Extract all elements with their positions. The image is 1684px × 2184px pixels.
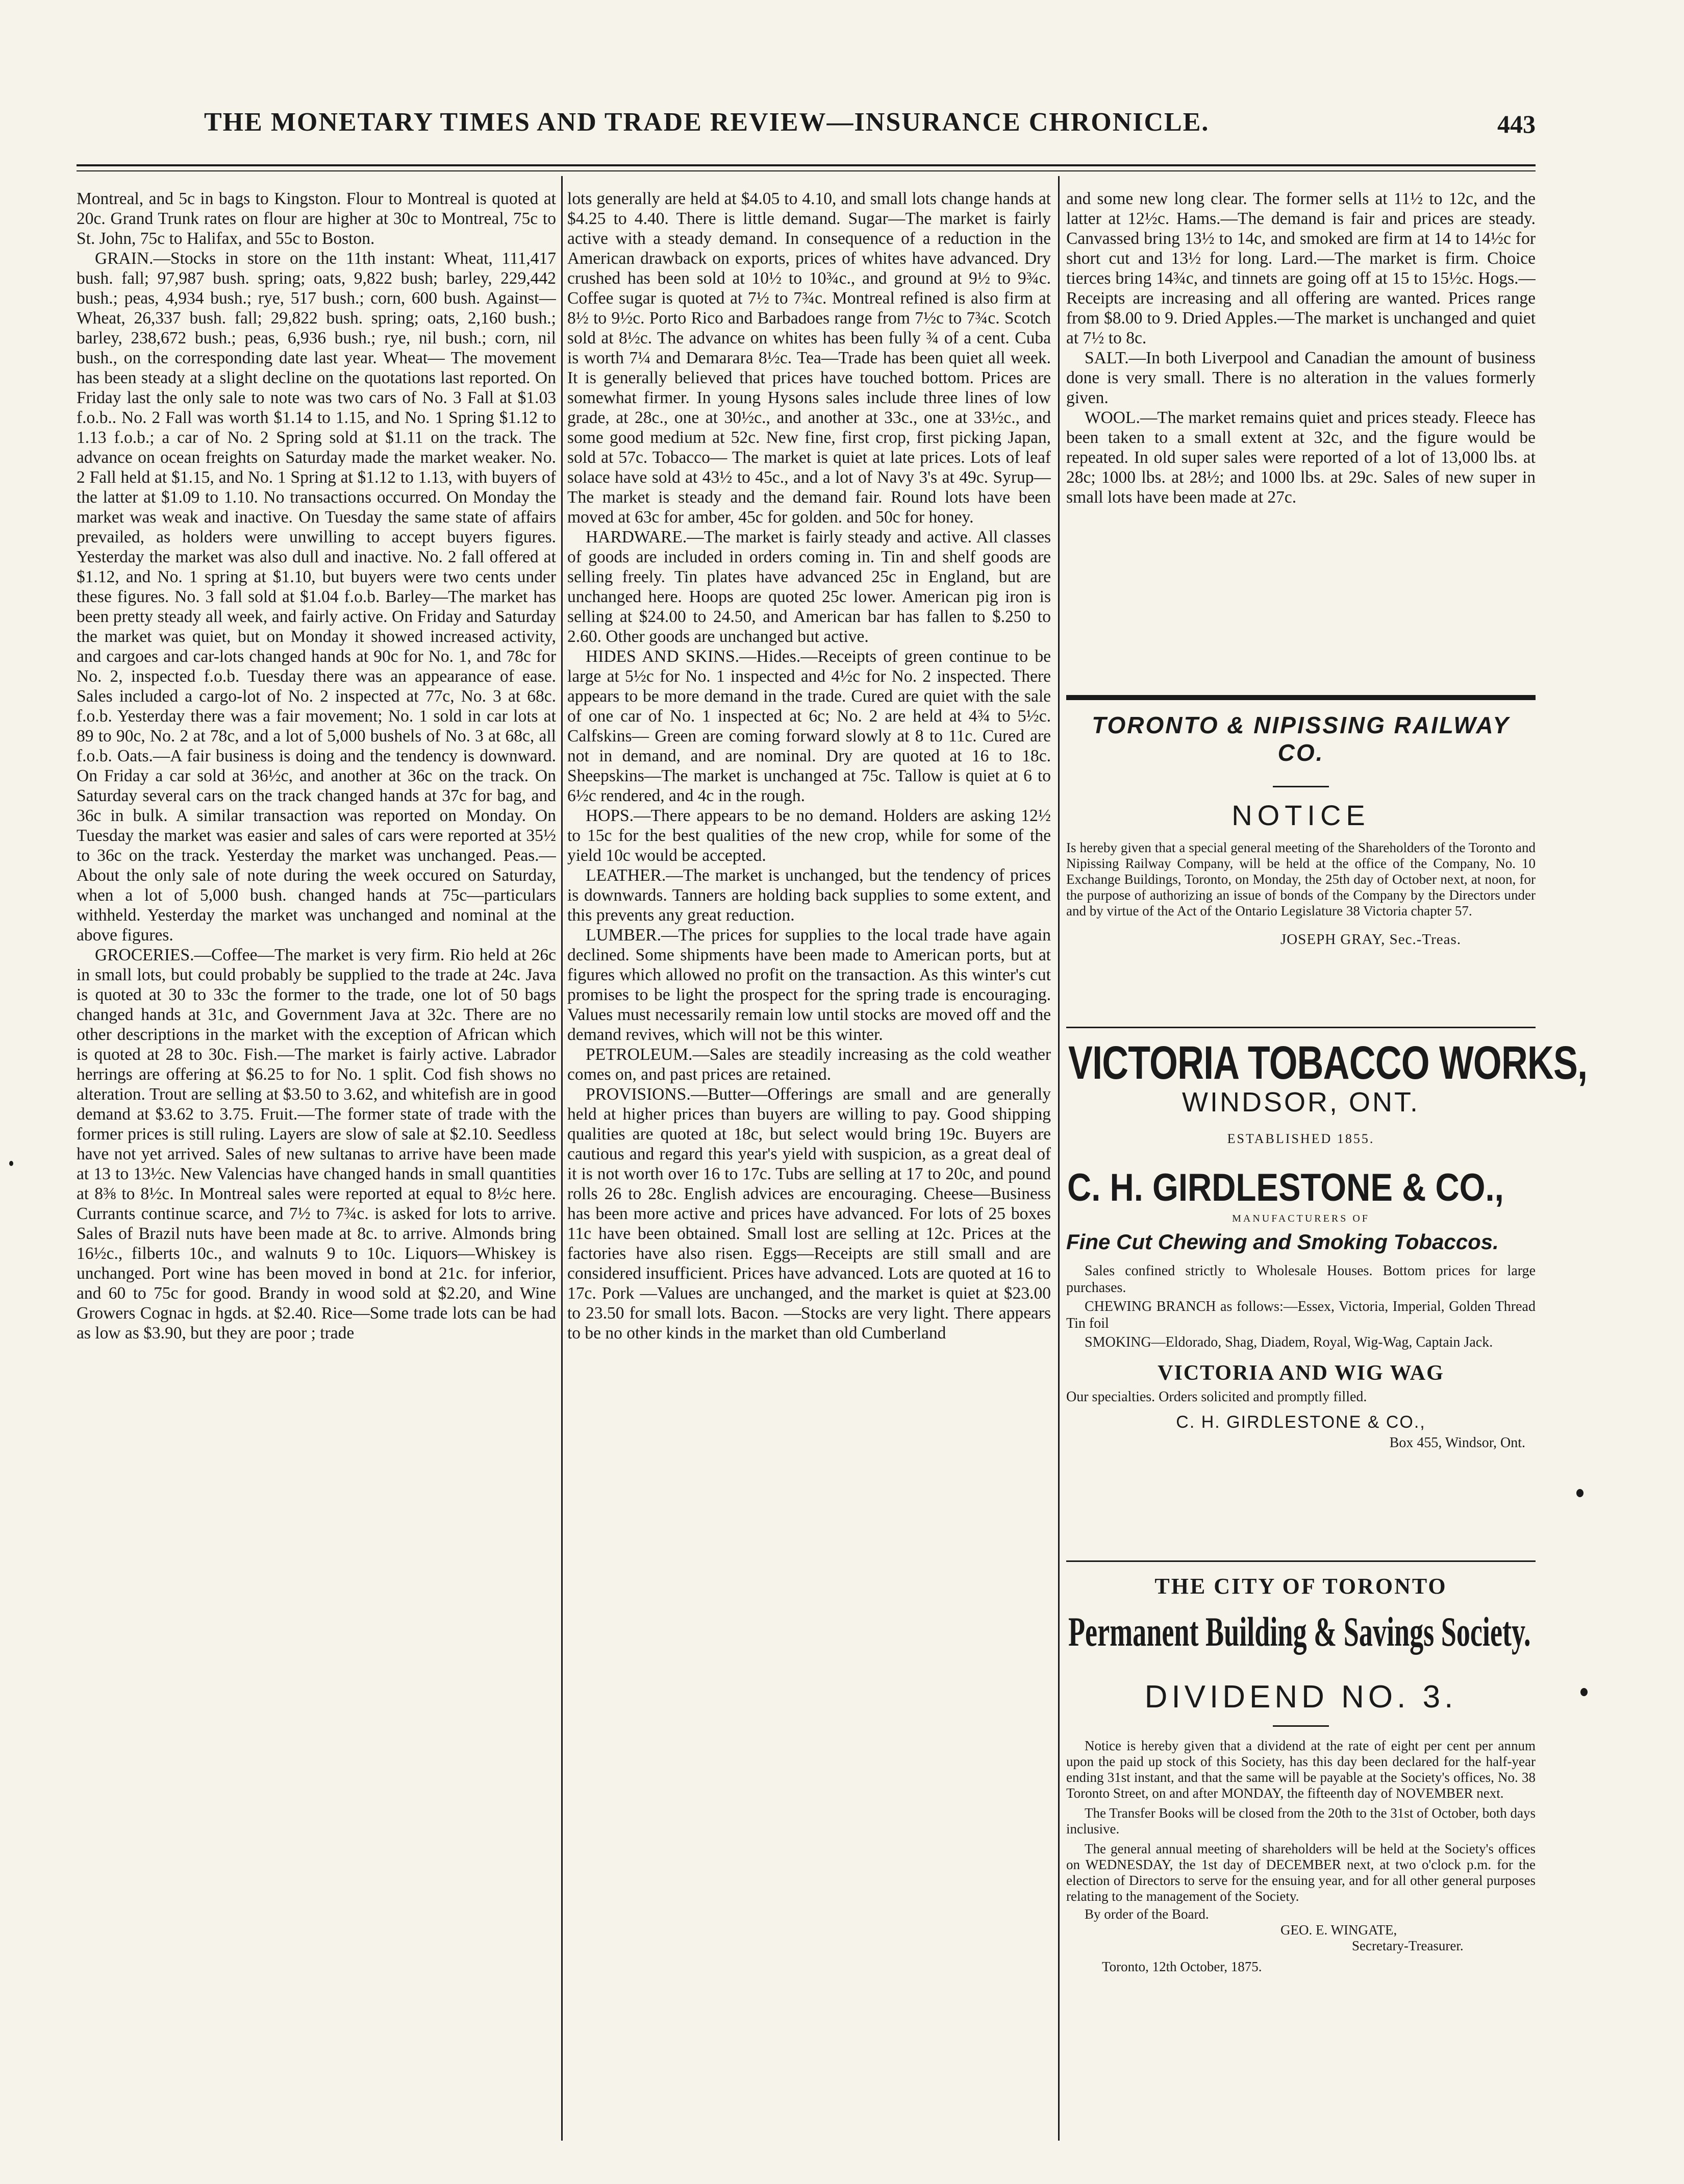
paragraph: LEATHER.—The market is unchanged, but the tendency of prices is downwards. Tanners are holding back supplies to some extent, and this prevents any great reduction. — [567, 866, 1051, 925]
tobacco-specialty: VICTORIA AND WIG WAG — [1158, 1361, 1444, 1385]
column-divider-2 — [1058, 176, 1060, 2141]
tobacco-line-3: SMOKING—Eldorado, Shag, Diadem, Royal, Wig-Wag, Captain Jack. — [1085, 1334, 1493, 1350]
column-divider-1 — [561, 176, 563, 2141]
paragraph: HARDWARE.—The market is fairly steady and active. All classes of goods are included in orders coming in. Tin and shelf goods are selling freely. Tin plates have advanced 25c in England, but are unchanged here. Hoops are quoted 25c lower. American pig iron is selling at $24.00 to 24.50, and American bar has fallen to $.250 to 2.60. Other goods are unchanged but active. — [567, 528, 1051, 646]
tobacco-ad — [1066, 1027, 1588, 1451]
society-city: THE CITY OF TORONTO — [1154, 1574, 1447, 1599]
girdlestone-company: C. H. GIRDLESTONE & CO., — [1067, 1166, 1504, 1209]
society-para-3: The general annual meeting of shareholders will be held at the Society's offices on WEDNESDAY, the 1st day of DECEMBER next, at two o'clock p.m. for the election of Directors to serve for the ensuing year, and for all other general purposes relating to the management of the Society. — [1066, 1841, 1536, 1904]
railway-notice-ad — [1066, 695, 1536, 948]
column-2 — [567, 189, 1051, 2138]
paragraph: lots generally are held at $4.05 to 4.10, and small lots change hands at $4.25 to 4.40. There is little demand. Sugar—The market is fairly active with a steady demand. In consequence of a reduction in the American drawback on exports, prices of whites have advanced. Dry crushed has been sold at 10½ to 10¾c., and ground at 9½ to 9¾c. Coffee sugar is quoted at 7½ to 7¾c. Montreal refined is also firm at 8½ to 9½c. Porto Rico and Barbadoes range from 7½c to 7¾c. Scotch sold at 8½c. The advance on whites has been fully ¾ of a cent. Cuba is worth 7¼ and Demarara 8½c. Tea—Trade has been quiet all week. It is generally believed that prices have touched bottom. Prices are somewhat firmer. In young Hysons sales include three lines of low grade, at 28c., one at 30½c., and another at 33c., one at 33½c., and some good medium at 52c. New fine, first crop, first picking Japan, sold at 57c. Tobacco— The market is quiet at late prices. Lots of leaf solace have sold at 43½ to 45c., and a lot of Navy 3's at 49c. Syrup—The market is steady and the demand fair. Round lots have been moved at 63c for amber, 45c for golden. and 50c for honey. — [567, 189, 1051, 527]
paragraph: PROVISIONS.—Butter—Offerings are small and are generally held at higher prices than buyers are willing to pay. Good shipping qualities are quoted at 18c, but select would bring 19c. Buyers are cautious and regard this year's yield with suspicion, as a great deal of it is not worth over 16 to 17c. Tubs are selling at 17 to 20c, and pound rolls 26 to 28c. English advices are encouraging. Cheese—Business has been more active and prices have advanced. For lots of 25 boxes 11c have been obtained. Small lost are selling at 12c. Prices at the factories have also risen. Eggs—Receipts are still small and are considered insufficient. Prices have advanced. Lots are quoted at 16 to 17c. Pork —Values are unchanged, and the market is quiet at $23.00 to 23.50 for small lots. Bacon. —Stocks are very light. There appears to be no other kinds in the market than old Cumberland — [567, 1085, 1051, 1343]
paragraph: Montreal, and 5c in bags to Kingston. Flour to Montreal is quoted at 20c. Grand Trunk rates on flour are higher at 30c to Montreal, 75c to St. John, 75c to Halifax, and 55c to Boston. — [77, 189, 556, 248]
header-rule-2 — [77, 170, 1536, 171]
tobacco-works-title: VICTORIA TOBACCO WORKS, — [1068, 1037, 1588, 1089]
railway-signature: JOSEPH GRAY, Sec.-Treas. — [1280, 931, 1462, 948]
page-number: 443 — [1497, 110, 1536, 138]
column-3-text — [1066, 189, 1536, 704]
tobacco-line-1: Sales confined strictly to Wholesale Houses. Bottom prices for large purchases. — [1066, 1263, 1536, 1296]
ad-short-rule — [1273, 786, 1329, 787]
paragraph: LUMBER.—The prices for supplies to the local trade have again declined. Some shipments have been made to American ports, but at figures which allowed no profit on the transaction. As this winter's cut promises to be light the prospect for the spring trade is encouraging. Values must necessarily remain low until stocks are moved off and the demand revives, which will not be this winter. — [567, 926, 1051, 1044]
ad-rule — [1066, 1560, 1536, 1562]
paragraph: HOPS.—There appears to be no demand. Holders are asking 12½ to 15c for the best qualities of the new crop, while for some of the yield 10c would be accepted. — [567, 806, 1051, 865]
society-board: By order of the Board. — [1085, 1906, 1209, 1922]
tobacco-specialty-note: Our specialties. Orders solicited and promptly filled. — [1066, 1389, 1367, 1405]
notice-heading: NOTICE — [1231, 799, 1370, 831]
paragraph: PETROLEUM.—Sales are steadily increasing as the cold weather comes on, and past prices are retained. — [567, 1045, 1051, 1084]
ad-short-rule — [1273, 1725, 1329, 1727]
page-title: THE MONETARY TIMES AND TRADE REVIEW—INSURANCE CHRONICLE. — [204, 108, 1210, 137]
society-name: Permanent Building & Savings Society. — [1068, 1608, 1531, 1655]
manufacturers-label: MANUFACTURERS OF — [1232, 1213, 1370, 1224]
paragraph: HIDES AND SKINS.—Hides.—Receipts of green continue to be large at 5½c for No. 1 inspected and 4½c for No. 2 inspected. There appears to be more demand in the trade. Cured are quiet with the sale of one car of No. 1 inspected at 6c; No. 2 are held at 4¾ to 5½c. Calfskins— Green are coming forward slowly at 8 to 11c. Cured are not in demand, and are nominal. Dry are quoted at 16 to 18c. Sheepskins—The market is unchanged at 75c. Tallow is quiet at 6 to 6½c rendered, and 4c in the rough. — [567, 647, 1051, 805]
society-signer: GEO. E. WINGATE, — [1280, 1922, 1397, 1938]
tobacco-established: ESTABLISHED 1855. — [1227, 1131, 1375, 1146]
column-1 — [77, 189, 556, 2138]
ad-rule — [1066, 695, 1536, 700]
railway-notice-body: Is hereby given that a special general meeting of the Shareholders of the Toronto and Nipissing Railway Company, will be held at the office of the Company, No. 10 Exchange Buildings, Toronto, on Monday, the 25th day of October next, at noon, for the purpose of authorizing an issue of bonds of the Company by the Directors under and by virtue of the Act of the Ontario Legislature 38 Victoria chapter 57. — [1066, 840, 1536, 919]
tobacco-line-2: CHEWING BRANCH as follows:—Essex, Victoria, Imperial, Golden Thread Tin foil — [1066, 1299, 1536, 1331]
header-rule-1 — [77, 164, 1536, 166]
ink-speck — [1576, 1489, 1584, 1497]
ad-rule — [1066, 1027, 1536, 1028]
tobacco-location: WINDSOR, ONT. — [1182, 1087, 1420, 1118]
ink-speck — [1580, 1688, 1588, 1696]
dividend-heading: DIVIDEND NO. 3. — [1144, 1679, 1457, 1715]
paragraph: GRAIN.—Stocks in store on the 11th instant: Wheat, 111,417 bush. fall; 97,987 bush. spring; oats, 9,822 bush; barley, 229,442 bush.; peas, 4,934 bush.; rye, 517 bush.; corn, 600 bush. Against—Wheat, 26,337 bush. fall; 29,822 bush. spring; oats, 2,160 bush.; barley, 238,672 bush.; peas, 6,936 bush.; rye, nil bush.; corn, nil bush., on the corresponding date last year. Wheat— The movement has been steady at a slight decline on the quotations last reported. On Friday last the only sale to note was two cars of No. 3 Fall at $1.03 f.o.b.. No. 2 Fall was worth $1.14 to 1.15, and No. 1 Spring $1.12 to 1.13 f.o.b.; a car of No. 2 Spring sold at $1.11 on the track. The advance on ocean freights on Saturday made the market weaker. No. 2 Fall held at $1.15, and No. 1 Spring at $1.12 to 1.13, with buyers of the latter at $1.09 to 1.10. No transactions occurred. On Monday the market was weak and inactive. On Tuesday the same state of affairs prevailed, as holders were unwilling to accept buyers figures. Yesterday the market was also dull and inactive. No. 2 fall offered at $1.12, and No. 1 spring at $1.10, but buyers were two cents under these figures. No. 3 fall sold at $1.04 f.o.b. Barley—The market has been pretty steady all week, and fairly active. On Friday and Saturday the market was quiet, but on Monday it showed increased activity, and cargoes and car-lots changed hands at 90c for No. 1, and 78c for No. 2, inspected f.o.b. Tuesday there was an appearance of ease. Sales included a cargo-lot of No. 2 inspected at 77c, No. 3 at 68c. f.o.b. Yesterday there was a fair movement; No. 1 sold in car lots at 89 to 90c, No. 2 at 78c, and a lot of 5,000 bushels of No. 3 at 68c, all f.o.b. Oats.—A fair business is doing and the tendency is downward. On Friday a car sold at 36½c, and another at 36c on the track. On Saturday several cars on the track changed hands at 37c for bag, and 36c in bulk. A similar transaction was reported on Monday. On Tuesday the market was easier and sales of cars were reported at 35½ to 36c on the track. Yesterday the market was unchanged. Peas.—About the only sale of note during the week occured on Saturday, when a lot of 5,000 bush. changed hands at 75c—particulars withheld. Yesterday the market was unchanged and nominal at the above figures. — [77, 249, 556, 945]
ink-speck — [9, 1161, 13, 1166]
paragraph: WOOL.—The market remains quiet and prices steady. Fleece has been taken to a small extent at 32c, and the figure would be repeated. In old super sales were reported of a lot of 13,000 lbs. at 28c; 1000 lbs. at 28½; and 1000 lbs. at 29c. Sales of new super in small lots have been made at 27c. — [1066, 408, 1536, 507]
tobacco-box: Box 455, Windsor, Ont. — [1389, 1435, 1525, 1451]
paragraph: and some new long clear. The former sells at 11½ to 12c, and the latter at 12½c. Hams.—The demand is fair and prices are steady. Canvassed bring 13½ to 14c, and smoked are firm at 14 to 14½c for short cut and 13½ for long. Lard.—The market is firm. Choice tierces bring 14¾c, and tinnets are going off at 15 to 15½c. Hogs.— Receipts are increasing and all offering are wanted. Prices range from $8.00 to 9. Dried Apples.—The market is unchanged and quiet at 7½ to 8c. — [1066, 189, 1536, 348]
tobacco-product: Fine Cut Chewing and Smoking Tobaccos. — [1066, 1230, 1499, 1254]
paragraph: SALT.—In both Liverpool and Canadian the amount of business done is very small. There is no alteration in the values formerly given. — [1066, 349, 1536, 407]
society-ad — [1066, 1560, 1536, 1975]
society-date: Toronto, 12th October, 1875. — [1102, 1959, 1262, 1974]
society-para-1: Notice is hereby given that a dividend at the rate of eight per cent per annum upon the paid up stock of this Society, has this day been declared for the half-year ending 31st instant, and that the same will be payable at the Society's offices, No. 38 Toronto Street, on and after MONDAY, the fifteenth day of NOVEMBER next. — [1066, 1738, 1536, 1801]
railway-title: TORONTO & NIPISSING RAILWAY CO. — [1092, 712, 1510, 766]
tobacco-company-signature: C. H. GIRDLESTONE & CO., — [1176, 1412, 1426, 1432]
society-signer-title: Secretary-Treasurer. — [1352, 1938, 1464, 1953]
paragraph: GROCERIES.—Coffee—The market is very firm. Rio held at 26c in small lots, but could probably be supplied to the trade at 24c. Java is quoted at 30 to 33c the former to the trade, one lot of 50 bags changed hands at 31c, and Government Java at 32c. There are no other descriptions in the market with the exception of African which is quoted at 28 to 30c. Fish.—The market is fairly active. Labrador herrings are offering at $6.25 to for No. 1 split. Cod fish shows no alteration. Trout are selling at $3.50 to 3.62, and whitefish are in good demand at $3.62 to 3.75. Fruit.—The former state of trade with the former prices is still ruling. Layers are slow of sale at $2.10. Seedless have not yet arrived. Sales of new sultanas to arrive have been made at 13 to 13½c. New Valencias have changed hands in small quantities at 8⅜ to 8½c. In Montreal sales were reported at equal to 8½c here. Currants continue scarce, and 7½ to 7¾c. is asked for lots to arrive. Sales of Brazil nuts have been made at 8c. to arrive. Almonds bring 16½c., filberts 10c., and walnuts 9 to 10c. Liquors—Whiskey is unchanged. Port wine has been moved in bond at 21c. for inferior, and 60 to 75c for good. Brandy in wood sold at $2.20, and Wine Growers Cognac in hgds. at $2.40. Rice—Some trade lots can be had as low as $3.90, but they are poor ; trade — [77, 946, 556, 1343]
society-para-2: The Transfer Books will be closed from the 20th to the 31st of October, both days inclusive. — [1066, 1805, 1536, 1836]
page-header — [77, 102, 1536, 148]
